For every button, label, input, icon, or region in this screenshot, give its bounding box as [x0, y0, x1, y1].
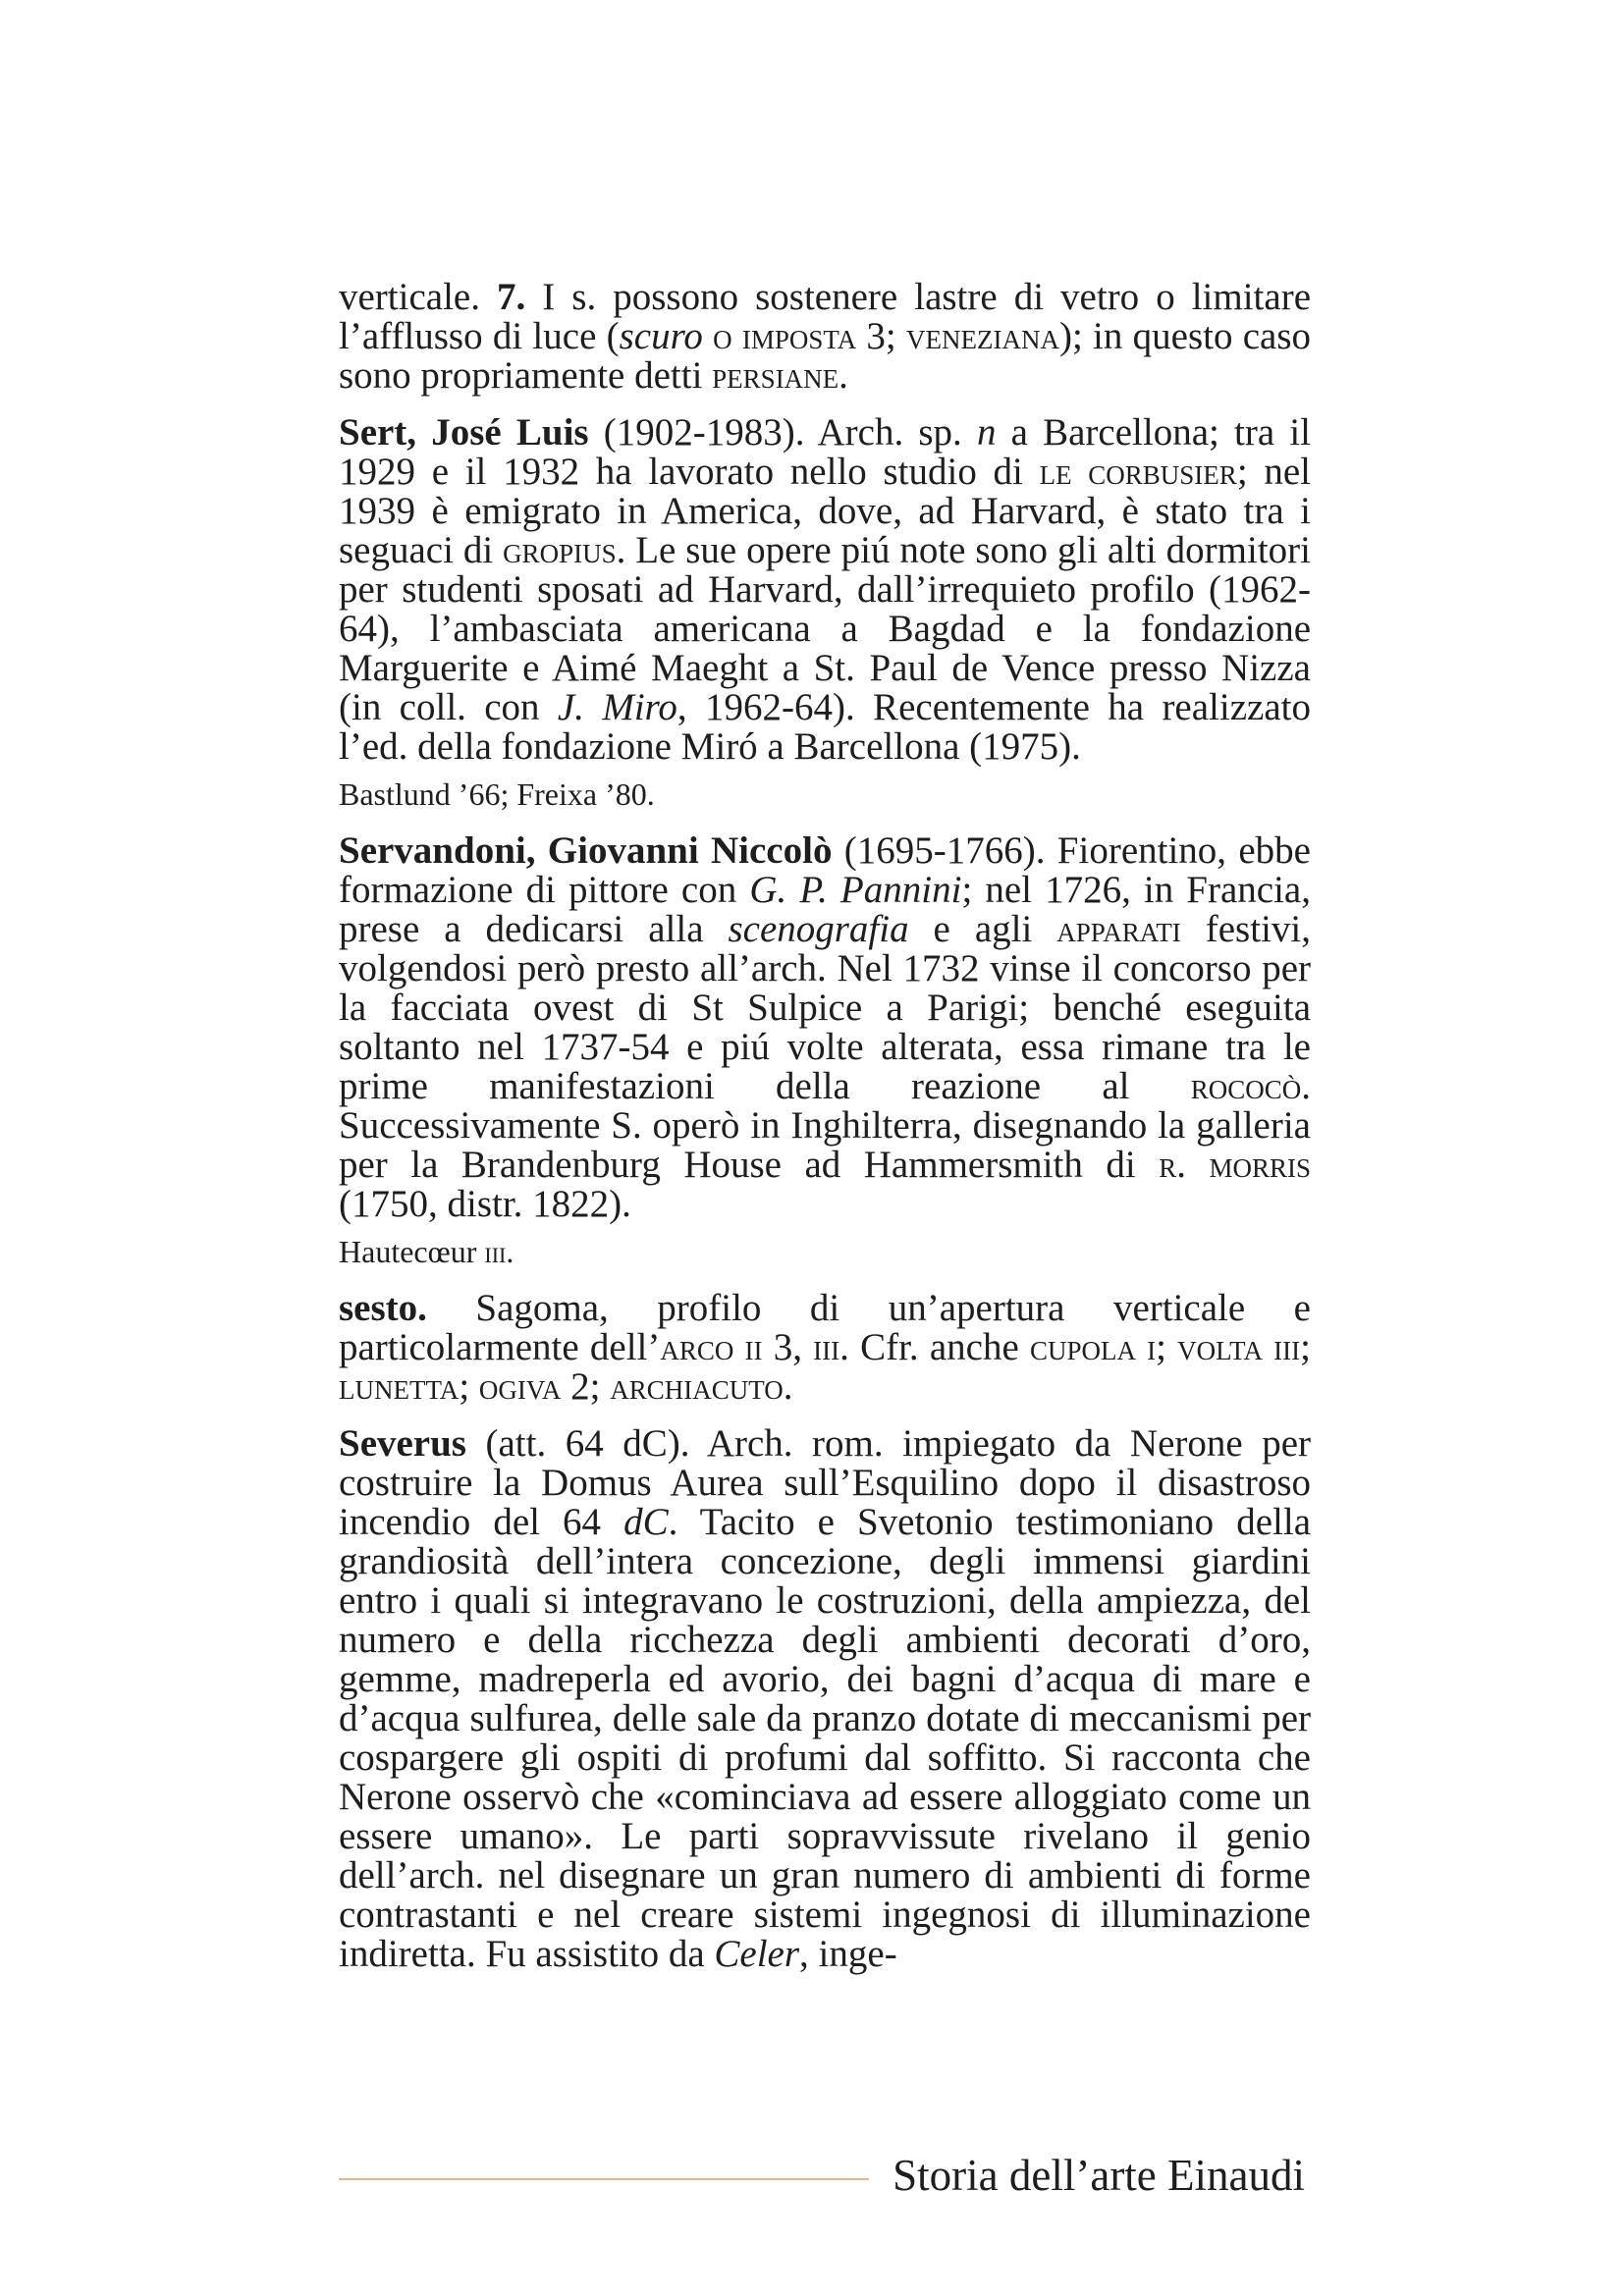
page-body: [339, 278, 1311, 1974]
entry-sert: Sert, José Luis (1902-1983). Arch. sp. n a Barcellona; tra il 1929 e il 1932 ha lavorato nello studio di le corbusier; nel 1939 è emigrato in America, dove, ad Harvard, è stato tra i seguaci di gropius. Le sue opere piú note sono gli alti dormitori per studenti sposati ad Harvard, dall’irrequieto profilo (1962-64), l’ambasciata americana a Bagdad e la fondazione Marguerite e Aimé Maeght a St. Paul de Vence presso Nizza (in coll. con J. Miro, 1962-64). Recentemente ha realizzato l’ed. della fondazione Miró a Barcellona (1975).: [339, 411, 1311, 768]
entry-sesto: sesto. Sagoma, profilo di un’apertura verticale e particolarmente dell’arco ii 3, iii. Cfr. anche cupola i; volta iii; lunetta; ogiva 2; archiacuto.: [339, 1287, 1311, 1408]
cross-ref-persiane[interactable]: persiane: [712, 354, 839, 397]
headword: Severus: [339, 1422, 466, 1465]
cross-ref[interactable]: apparati: [1056, 908, 1181, 950]
headword: Sert, José Luis: [339, 411, 589, 454]
footer-rule: [339, 2178, 869, 2180]
entry-servandoni: Servandoni, Giovanni Niccolò (1695-1766). Fiorentino, ebbe formazione di pittore con G. P. Pannini; nel 1726, in Francia, prese a dedicarsi alla scenografia e agli apparati festivi, volgendosi però presto all’arch. Nel 1732 vinse il concorso per la facciata ovest di St Sulpice a Parigi; benché eseguita soltanto nel 1737-54 e piú volte alterata, essa rimane tra le prime manifestazioni della reazione al rococò. Successivamente S. operò in Inghilterra, disegnando la galleria per la Brandenburg House ad Hammersmith di r. morris (1750, distr. 1822).: [339, 829, 1311, 1225]
cross-ref[interactable]: le corbusier: [1039, 451, 1237, 493]
cross-ref[interactable]: rococò: [1190, 1065, 1302, 1107]
cross-ref-veneziana[interactable]: veneziana: [906, 315, 1059, 357]
cross-ref[interactable]: ogiva: [478, 1365, 562, 1408]
cross-ref[interactable]: cupola i: [1029, 1326, 1157, 1368]
headword: Servandoni, Giovanni Niccolò: [339, 829, 833, 872]
bibliography: Bastlund ’66; Freixa ’80.: [339, 776, 655, 812]
item-number: 7.: [497, 276, 526, 318]
cross-ref[interactable]: archiacuto: [610, 1365, 784, 1408]
entry-continuation: verticale. 7. I s. possono sostenere lastre di vetro o limitare l’afflusso di luce (scuro o imposta 3; veneziana); in questo caso sono propriamente detti persiane.: [339, 276, 1312, 397]
cross-ref-imposta[interactable]: imposta: [741, 315, 857, 357]
cross-ref[interactable]: iii: [813, 1326, 840, 1368]
cross-ref[interactable]: volta iii: [1177, 1326, 1301, 1368]
footer-title: Storia dell’arte Einaudi: [893, 2151, 1305, 2200]
entry-severus: Severus (att. 64 dC). Arch. rom. impiegato da Nerone per costruire la Domus Aurea sull’Esquilino dopo il disastroso incendio del 64 dC. Tacito e Svetonio testimoniano della grandiosità dell’intera concezione, degli immensi giardini entro i quali si integravano le costruzioni, della ampiezza, del numero e della ricchezza degli ambienti decorati d’oro, gemme, madreperla ed avorio, dei bagni d’acqua di mare e d’acqua sulfurea, delle sale da pranzo dotate di meccanismi per cospargere gli ospiti di profumi dal soffitto. Si racconta che Nerone osservò che «cominciava ad essere alloggiato come un essere umano». Le parti sopravvissute rivelano il genio dell’arch. nel disegnare un gran numero di ambienti di forme contrastanti e nel creare sistemi ingegnosi di illuminazione indiretta. Fu assistito da Celer, inge-: [339, 1422, 1312, 1975]
headword: sesto.: [339, 1287, 427, 1329]
bibliography: Hautecœur iii.: [339, 1234, 514, 1269]
cross-ref[interactable]: r. morris: [1159, 1144, 1311, 1186]
cross-ref[interactable]: gropius: [503, 529, 617, 571]
cross-ref[interactable]: lunetta: [339, 1365, 460, 1408]
cross-ref[interactable]: arco ii: [660, 1326, 763, 1368]
